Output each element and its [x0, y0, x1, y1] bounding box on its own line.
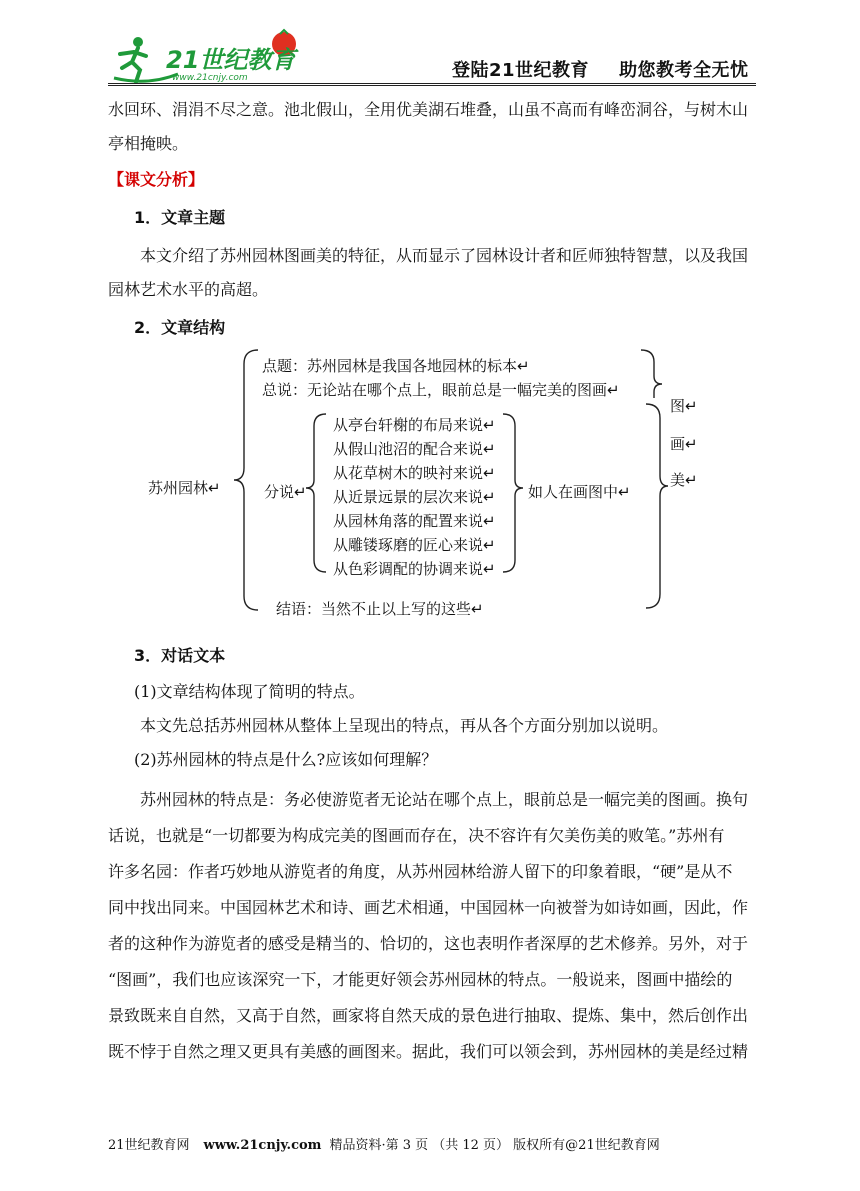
- slogan-left: 登陆21世纪教育: [452, 60, 590, 81]
- answer-2-line-3: 许多名园：作者巧妙地从游览者的角度，从苏州园林给游人留下的印象着眼，“硬”是从不: [108, 862, 733, 881]
- answer-2-line-8: 既不悖于自然之理又更具有美感的画图来。据此，我们可以领会到，苏州园林的美是经过精: [108, 1042, 749, 1061]
- answer-2-line-1: 苏州园林的特点是：务必使游览者无论站在哪个点上，眼前总是一幅完美的图画。换句: [140, 790, 749, 809]
- heading-theme: 1．文章主题: [134, 208, 226, 227]
- diagram-root: 苏州园林↵: [148, 479, 221, 497]
- heading-dialogue: 3．对话文本: [134, 646, 226, 665]
- footer-info: 精品资料·第 3 页 （共 12 页） 版权所有@21世纪教育网: [329, 1138, 660, 1153]
- answer-2-line-7: 景致既来自自然，又高于自然，画家将自然天成的景色进行抽取、提炼、集中，然后创作出: [108, 1006, 749, 1025]
- answer-2-line-4: 同中找出同来。中国园林艺术和诗、画艺术相通，中国园林一向被誉为如诗如画，因此，作: [108, 898, 749, 917]
- question-1: (1)文章结构体现了简明的特点。: [134, 682, 365, 701]
- answer-2-line-2: 话说，也就是“一切都要为构成完美的图画而存在，决不容许有欠美伤美的败笔。”苏州有: [108, 826, 725, 845]
- footer-url[interactable]: www.21cnjy.com: [203, 1138, 322, 1153]
- intro-line-2: 亭相掩映。: [108, 134, 189, 153]
- diagram-item-1: 从亭台轩榭的布局来说↵: [333, 416, 496, 434]
- slogan-right: 助您教考全无忧: [619, 60, 749, 81]
- answer-2-line-5: 者的这种作为游览者的感受是精当的、恰切的，这也表明作者深厚的艺术修养。另外，对于: [108, 934, 749, 953]
- theme-line-1: 本文介绍了苏州园林图画美的特征，从而显示了园林设计者和匠师独特智慧，以及我国: [140, 246, 749, 265]
- answer-2-line-6: “图画”，我们也应该深究一下，才能更好领会苏州园林的特点。一般说来，图画中描绘的: [108, 970, 733, 989]
- diagram-item-7: 从色彩调配的协调来说↵: [333, 560, 496, 578]
- diagram-result: 如人在画图中↵: [528, 483, 631, 501]
- header-slogan: [452, 56, 749, 82]
- answer-1: 本文先总括苏州园林从整体上呈现出的特点，再从各个方面分别加以说明。: [140, 716, 669, 735]
- diagram-char-tu: 图↵: [670, 397, 698, 415]
- diagram-char-mei: 美↵: [670, 471, 698, 489]
- logo-url: www.21cnjy.com: [172, 73, 248, 83]
- diagram-item-4: 从近景远景的层次来说↵: [333, 488, 496, 506]
- section-title: 【课文分析】: [108, 170, 205, 189]
- diagram-conclusion: 结语：当然不止以上写的这些↵: [276, 600, 484, 618]
- diagram-fenshuo: 分说↵: [264, 483, 307, 501]
- diagram-item-5: 从园林角落的配置来说↵: [333, 512, 496, 530]
- header-rule: [108, 83, 756, 84]
- diagram-item-3: 从花草树木的映衬来说↵: [333, 464, 496, 482]
- page-footer: [108, 1134, 660, 1153]
- question-2: (2)苏州园林的特点是什么?应该如何理解？: [134, 750, 438, 769]
- diagram-point: 点题：苏州园林是我国各地园林的标本↵: [262, 357, 530, 375]
- diagram-char-hua: 画↵: [670, 435, 698, 453]
- diagram-item-6: 从雕镂琢磨的匠心来说↵: [333, 536, 496, 554]
- diagram-item-2: 从假山池沼的配合来说↵: [333, 440, 496, 458]
- logo-text: 21世纪教育: [166, 46, 296, 74]
- heading-structure: 2．文章结构: [134, 318, 226, 337]
- brand-logo: [108, 28, 308, 88]
- intro-line-1: 水回环、涓涓不尽之意。池北假山，全用优美湖石堆叠，山虽不高而有峰峦洞谷，与树木山: [108, 100, 749, 119]
- diagram-overview: 总说：无论站在哪个点上，眼前总是一幅完美的图画↵: [262, 381, 620, 399]
- footer-site: 21世纪教育网: [108, 1138, 190, 1153]
- theme-line-2: 园林艺术水平的高超。: [108, 280, 269, 299]
- header-rule-2: [108, 85, 756, 86]
